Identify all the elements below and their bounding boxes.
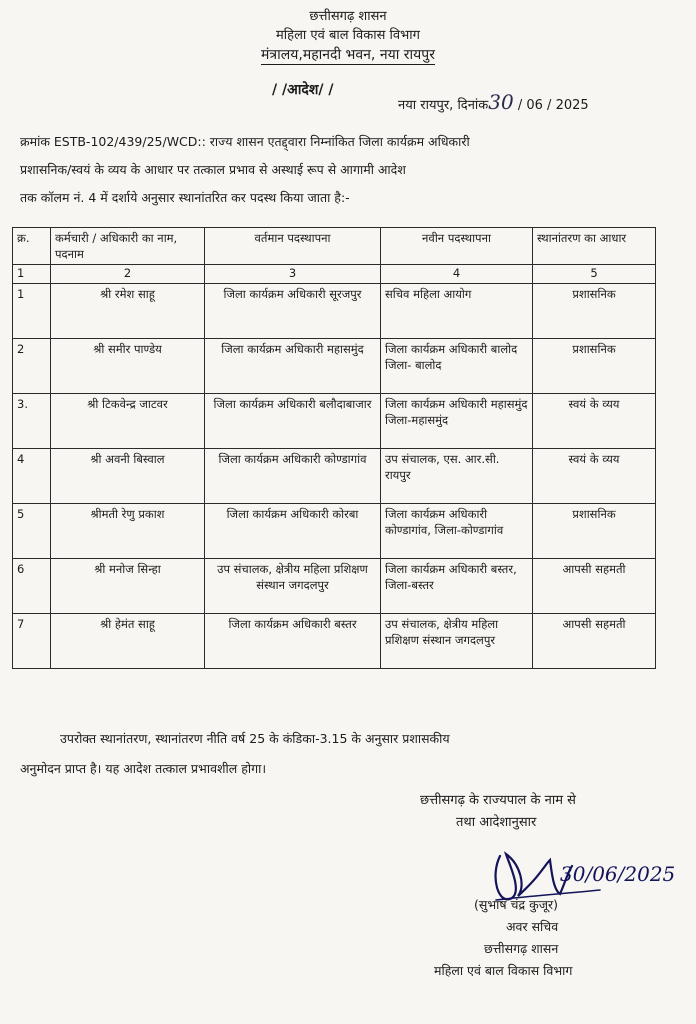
col-number: 2 — [51, 265, 205, 284]
date-day-handwritten: 30 — [488, 90, 514, 114]
current-posting-cell: जिला कार्यक्रम अधिकारी बस्तर — [205, 614, 381, 669]
column-number-row — [13, 265, 656, 284]
new-posting-cell: उप संचालक, एस. आर.सी. रायपुर — [381, 449, 533, 504]
header-basis: स्थानांतरण का आधार — [533, 228, 656, 265]
serial-cell: 4 — [13, 449, 51, 504]
new-posting-cell: जिला कार्यक्रम अधिकारी महासमुंद जिला-महासमुंद — [381, 394, 533, 449]
new-posting-cell: जिला कार्यक्रम अधिकारी कोण्डागांव, जिला-कोण्डागांव — [381, 504, 533, 559]
employee-name-cell: श्री रमेश साहू — [51, 284, 205, 339]
serial-cell: 2 — [13, 339, 51, 394]
employee-name-cell: श्री टिकवेन्द्र जाटवर — [51, 394, 205, 449]
authority-line: छत्तीसगढ़ के राज्यपाल के नाम से — [420, 793, 576, 808]
employee-name-cell: श्री मनोज सिन्हा — [51, 559, 205, 614]
transfer-table — [12, 227, 656, 669]
signer-name: (सुभाष चंद्र कुजूर) — [474, 897, 558, 912]
current-posting-cell: जिला कार्यक्रम अधिकारी महासमुंद — [205, 339, 381, 394]
col-number: 3 — [205, 265, 381, 284]
transfer-basis-cell: प्रशासनिक — [533, 504, 656, 559]
col-number: 1 — [13, 265, 51, 284]
new-posting-cell: उप संचालक, क्षेत्रीय महिला प्रशिक्षण संस्थान जगदलपुर — [381, 614, 533, 669]
transfer-basis-cell: आपसी सहमती — [533, 614, 656, 669]
col-number: 5 — [533, 265, 656, 284]
transfer-basis-cell: प्रशासनिक — [533, 339, 656, 394]
signature-date: 30/06/2025 — [560, 862, 676, 886]
authority-line: तथा आदेशानुसार — [456, 815, 537, 830]
header-new-posting: नवीन पदस्थापना — [381, 228, 533, 265]
new-posting-cell: जिला कार्यक्रम अधिकारी बस्तर, जिला-बस्तर — [381, 559, 533, 614]
govt-name: छत्तीसगढ़ शासन — [309, 9, 387, 24]
header-current-posting: वर्तमान पदस्थापना — [205, 228, 381, 265]
employee-name-cell: श्रीमती रेणु प्रकाश — [51, 504, 205, 559]
serial-cell: 7 — [13, 614, 51, 669]
department-name: महिला एवं बाल विकास विभाग — [276, 28, 420, 43]
table-row — [13, 284, 656, 339]
ministry-address: मंत्रालय,महानदी भवन, नया रायपुर — [261, 47, 435, 63]
serial-cell: 1 — [13, 284, 51, 339]
transfer-basis-cell: स्वयं के व्यय — [533, 449, 656, 504]
closing-paragraph — [20, 724, 660, 784]
signer-designation: अवर सचिव — [506, 919, 559, 934]
current-posting-cell: जिला कार्यक्रम अधिकारी बलौदाबाजार — [205, 394, 381, 449]
current-posting-cell: जिला कार्यक्रम अधिकारी सूरजपुर — [205, 284, 381, 339]
order-title: / /आदेश/ / — [272, 82, 334, 98]
employee-name-cell: श्री हेमंत साहू — [51, 614, 205, 669]
serial-cell: 3. — [13, 394, 51, 449]
signer-office: छत्तीसगढ़ शासन — [484, 941, 559, 956]
employee-name-cell: श्री समीर पाण्डेय — [51, 339, 205, 394]
new-posting-cell: जिला कार्यक्रम अधिकारी बालोद जिला- बालोद — [381, 339, 533, 394]
intro-paragraph — [20, 128, 660, 212]
place-prefix: नया रायपुर, दिनांक — [398, 98, 489, 113]
table-row — [13, 504, 656, 559]
table-row — [13, 559, 656, 614]
serial-cell: 5 — [13, 504, 51, 559]
current-posting-cell: जिला कार्यक्रम अधिकारी कोण्डागांव — [205, 449, 381, 504]
new-posting-cell: सचिव महिला आयोग — [381, 284, 533, 339]
transfer-basis-cell: प्रशासनिक — [533, 284, 656, 339]
intro-line: तक कॉलम नं. 4 में दर्शाये अनुसार स्थानांतरित कर पदस्थ किया जाता है:- — [20, 190, 350, 205]
table-row — [13, 339, 656, 394]
header-serial: क्र. — [13, 228, 51, 265]
intro-line: प्रशासनिक/स्वयं के व्यय के आधार पर तत्काल प्रभाव से अस्थाई रूप से आगामी आदेश — [20, 162, 406, 177]
date-rest: / 06 / 2025 — [517, 98, 589, 113]
table-row — [13, 449, 656, 504]
transfer-basis-cell: स्वयं के व्यय — [533, 394, 656, 449]
table-header-row — [13, 228, 656, 265]
table-row — [13, 394, 656, 449]
current-posting-cell: जिला कार्यक्रम अधिकारी कोरबा — [205, 504, 381, 559]
transfer-basis-cell: आपसी सहमती — [533, 559, 656, 614]
table-row — [13, 614, 656, 669]
serial-cell: 6 — [13, 559, 51, 614]
employee-name-cell: श्री अवनी बिस्वाल — [51, 449, 205, 504]
col-number: 4 — [381, 265, 533, 284]
current-posting-cell: उप संचालक, क्षेत्रीय महिला प्रशिक्षण संस्थान जगदलपुर — [205, 559, 381, 614]
header-name: कर्मचारी / अधिकारी का नाम, पदनाम — [51, 228, 205, 265]
closing-line: उपरोक्त स्थानांतरण, स्थानांतरण नीति वर्ष 25 के कंडिका-3.15 के अनुसार प्रशासकीय — [60, 731, 450, 746]
intro-line: क्रमांक ESTB-102/439/25/WCD:: राज्य शासन एतद्द्वारा निम्नांकित जिला कार्यक्रम अधिकारी — [20, 134, 470, 149]
closing-line: अनुमोदन प्राप्त है। यह आदेश तत्काल प्रभावशील होगा। — [20, 761, 267, 776]
place-date — [398, 90, 589, 114]
signer-department: महिला एवं बाल विकास विभाग — [434, 963, 573, 978]
